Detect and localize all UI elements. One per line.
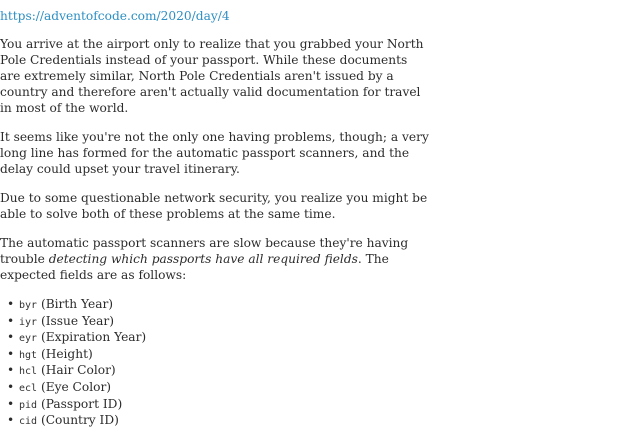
field-code: eyr xyxy=(19,333,38,345)
list-item xyxy=(7,362,430,379)
paragraph-intro: You arrive at the airport only to realize that you grabbed your North Pole Credentials instead of your passport. While these documents are extremely similar, North Pole Credentials aren't issued by a country and therefore aren't actually valid documentation for travel in most of the world. xyxy=(0,37,424,115)
field-label: (Height) xyxy=(40,346,93,361)
fields-intro-emphasis: detecting which passports have all required fields xyxy=(48,252,358,266)
field-code: iyr xyxy=(19,316,38,328)
field-label: (Issue Year) xyxy=(40,313,114,328)
fields-list xyxy=(0,296,430,429)
bullet-icon: • xyxy=(7,413,15,428)
bullet-icon: • xyxy=(7,313,15,328)
bullet-icon: • xyxy=(7,297,15,311)
bullet-icon: • xyxy=(7,330,15,345)
paragraph-fields-intro xyxy=(0,235,430,283)
list-item xyxy=(7,296,430,313)
field-label: (Birth Year) xyxy=(40,297,114,311)
list-item xyxy=(7,346,430,363)
field-code: hcl xyxy=(19,366,38,378)
list-item xyxy=(7,412,430,429)
bullet-icon: • xyxy=(7,396,15,411)
field-label: (Passport ID) xyxy=(40,396,123,411)
bullet-icon: • xyxy=(7,363,15,378)
fields-intro-after: . The expected fields are as follows: xyxy=(0,252,389,282)
article-content xyxy=(0,8,430,429)
field-label: (Hair Color) xyxy=(40,363,116,378)
field-code: pid xyxy=(19,399,38,411)
field-code: cid xyxy=(19,416,38,428)
field-label: (Country ID) xyxy=(40,413,119,428)
field-label: (Expiration Year) xyxy=(40,330,147,345)
list-item xyxy=(7,329,430,346)
source-url-link[interactable]: https://adventofcode.com/2020/day/4 xyxy=(0,9,230,23)
field-label: (Eye Color) xyxy=(40,379,112,394)
field-code: byr xyxy=(19,300,38,311)
field-code: ecl xyxy=(19,382,38,394)
fields-intro-before: The automatic passport scanners are slow because they're having trouble xyxy=(0,236,409,266)
list-item xyxy=(7,313,430,330)
paragraph-line: It seems like you're not the only one having problems, though; a very long line has formed for the automatic passport scanners, and the delay could upset your travel itinerary. xyxy=(0,130,429,176)
paragraph-security: Due to some questionable network security, you realize you might be able to solve both of these problems at the same time. xyxy=(0,191,428,221)
list-item xyxy=(7,379,430,396)
field-code: hgt xyxy=(19,349,38,361)
bullet-icon: • xyxy=(7,379,15,394)
list-item xyxy=(7,396,430,413)
bullet-icon: • xyxy=(7,346,15,361)
